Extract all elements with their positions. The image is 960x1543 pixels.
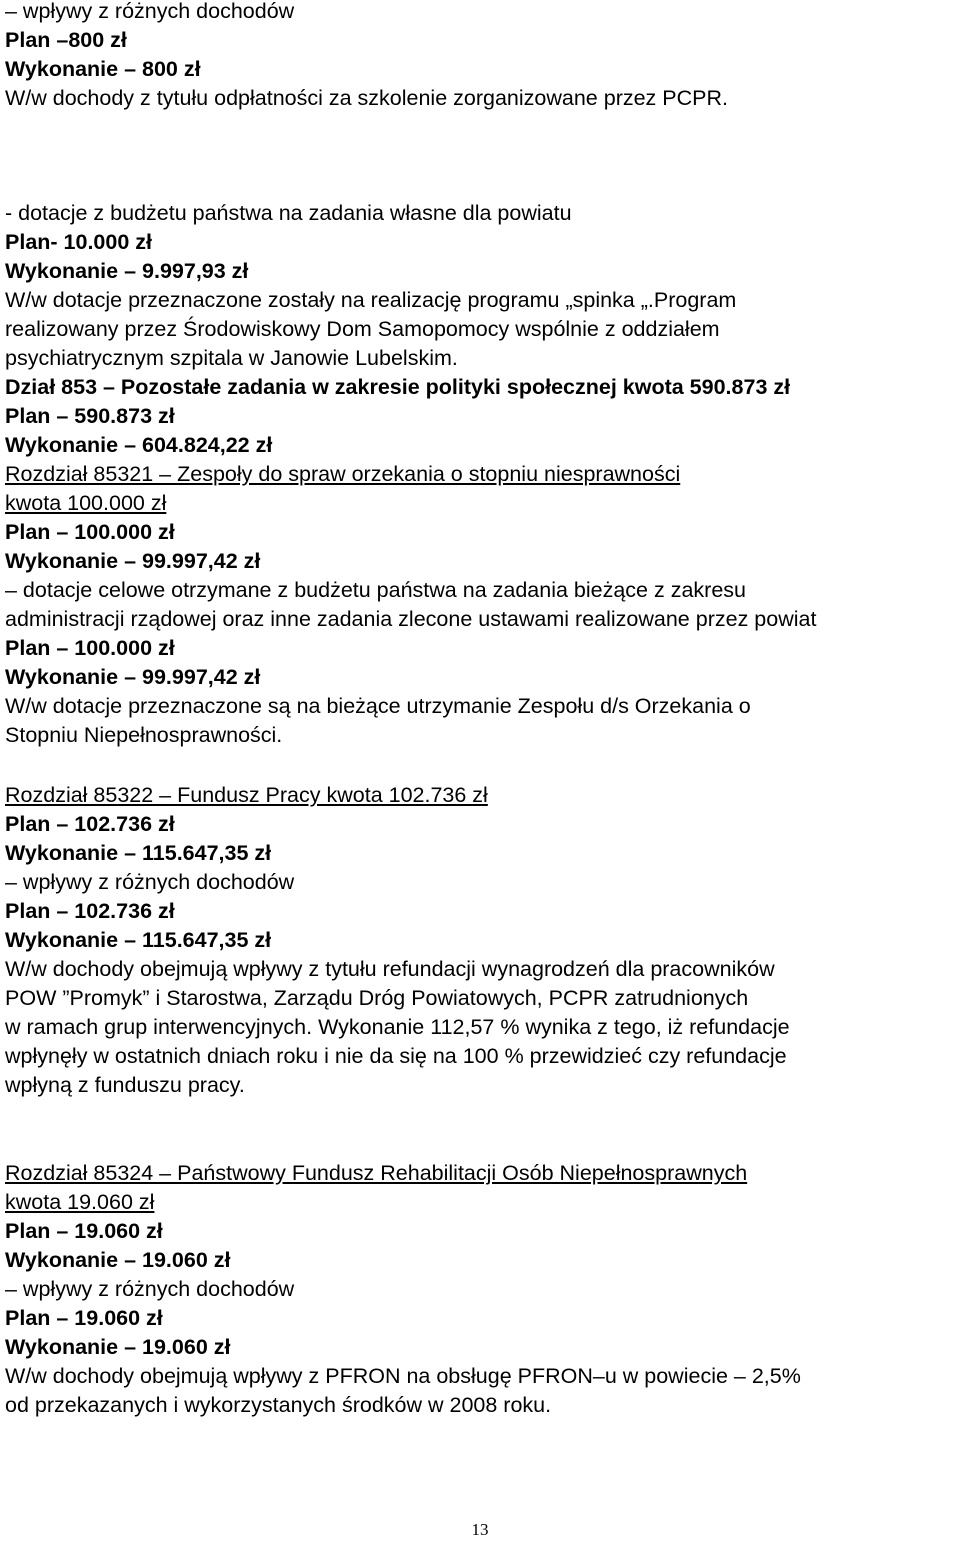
chapter-heading: Rozdział 85324 – Państwowy Fundusz Rehabilitacji Osób Niepełnosprawnych (5, 1161, 748, 1185)
description-line: – dotacje celowe otrzymane z budżetu państwa na zadania bieżące z zakresu (5, 578, 746, 602)
execution-line: Wykonanie – 9.997,93 zł (5, 259, 249, 283)
plan-line: Plan – 19.060 zł (5, 1306, 163, 1330)
description-line: W/w dotacje przeznaczone są na bieżące utrzymanie Zespołu d/s Orzekania o (5, 694, 751, 718)
description-line: realizowany przez Środowiskowy Dom Samopomocy wspólnie z oddziałem (5, 317, 720, 341)
execution-line: Wykonanie – 99.997,42 zł (5, 665, 261, 689)
execution-line: Wykonanie – 99.997,42 zł (5, 549, 261, 573)
page-number: 13 (471, 1520, 489, 1539)
plan-line: Plan – 102.736 zł (5, 812, 175, 836)
execution-line: Wykonanie – 115.647,35 zł (5, 928, 272, 952)
chapter-heading: Rozdział 85321 – Zespoły do spraw orzekania o stopniu niesprawności (5, 462, 681, 486)
plan-line: Plan – 100.000 zł (5, 636, 175, 660)
plan-line: Plan – 590.873 zł (5, 404, 175, 428)
description-line: W/w dochody obejmują wpływy z tytułu refundacji wynagrodzeń dla pracowników (5, 957, 775, 981)
description-line: W/w dotacje przeznaczone zostały na realizację programu „spinka „.Program (5, 288, 737, 312)
plan-line: Plan- 10.000 zł (5, 230, 152, 254)
section-heading: Dział 853 – Pozostałe zadania w zakresie polityki społecznej kwota 590.873 zł (5, 375, 791, 399)
execution-line: Wykonanie – 115.647,35 zł (5, 841, 272, 865)
execution-line: Wykonanie – 800 zł (5, 57, 201, 81)
chapter-heading: Rozdział 85322 – Fundusz Pracy kwota 102.736 zł (5, 783, 488, 807)
plan-line: Plan – 100.000 zł (5, 520, 175, 544)
description-line: W/w dochody obejmują wpływy z PFRON na obsługę PFRON–u w powiecie – 2,5% (5, 1364, 801, 1388)
description-line: psychiatrycznym szpitala w Janowie Lubelskim. (5, 346, 458, 370)
execution-line: Wykonanie – 19.060 zł (5, 1335, 231, 1359)
description-line: wpłynęły w ostatnich dniach roku i nie da się na 100 % przewidzieć czy refundacje (5, 1044, 787, 1068)
chapter-heading: kwota 19.060 zł (5, 1190, 155, 1214)
description-line: Stopniu Niepełnosprawności. (5, 723, 283, 747)
description-line: W/w dochody z tytułu odpłatności za szkolenie zorganizowane przez PCPR. (5, 86, 728, 110)
description-line: POW ”Promyk” i Starostwa, Zarządu Dróg Powiatowych, PCPR zatrudnionych (5, 986, 749, 1010)
description-line: w ramach grup interwencyjnych. Wykonanie 112,57 % wynika z tego, iż refundacje (5, 1015, 790, 1039)
plan-line: Plan – 102.736 zł (5, 899, 175, 923)
description-line: wpłyną z funduszu pracy. (5, 1073, 245, 1097)
subsidy-line: - dotacje z budżetu państwa na zadania własne dla powiatu (5, 201, 572, 225)
chapter-heading: kwota 100.000 zł (5, 491, 167, 515)
income-line: – wpływy z różnych dochodów (5, 870, 295, 894)
execution-line: Wykonanie – 604.824,22 zł (5, 433, 273, 457)
income-line: – wpływy z różnych dochodów (5, 0, 295, 23)
plan-line: Plan –800 zł (5, 28, 127, 52)
income-line: – wpływy z różnych dochodów (5, 1277, 295, 1301)
plan-line: Plan – 19.060 zł (5, 1219, 163, 1243)
execution-line: Wykonanie – 19.060 zł (5, 1248, 231, 1272)
description-line: od przekazanych i wykorzystanych środków w 2008 roku. (5, 1393, 552, 1417)
description-line: administracji rządowej oraz inne zadania zlecone ustawami realizowane przez powiat (5, 607, 817, 631)
